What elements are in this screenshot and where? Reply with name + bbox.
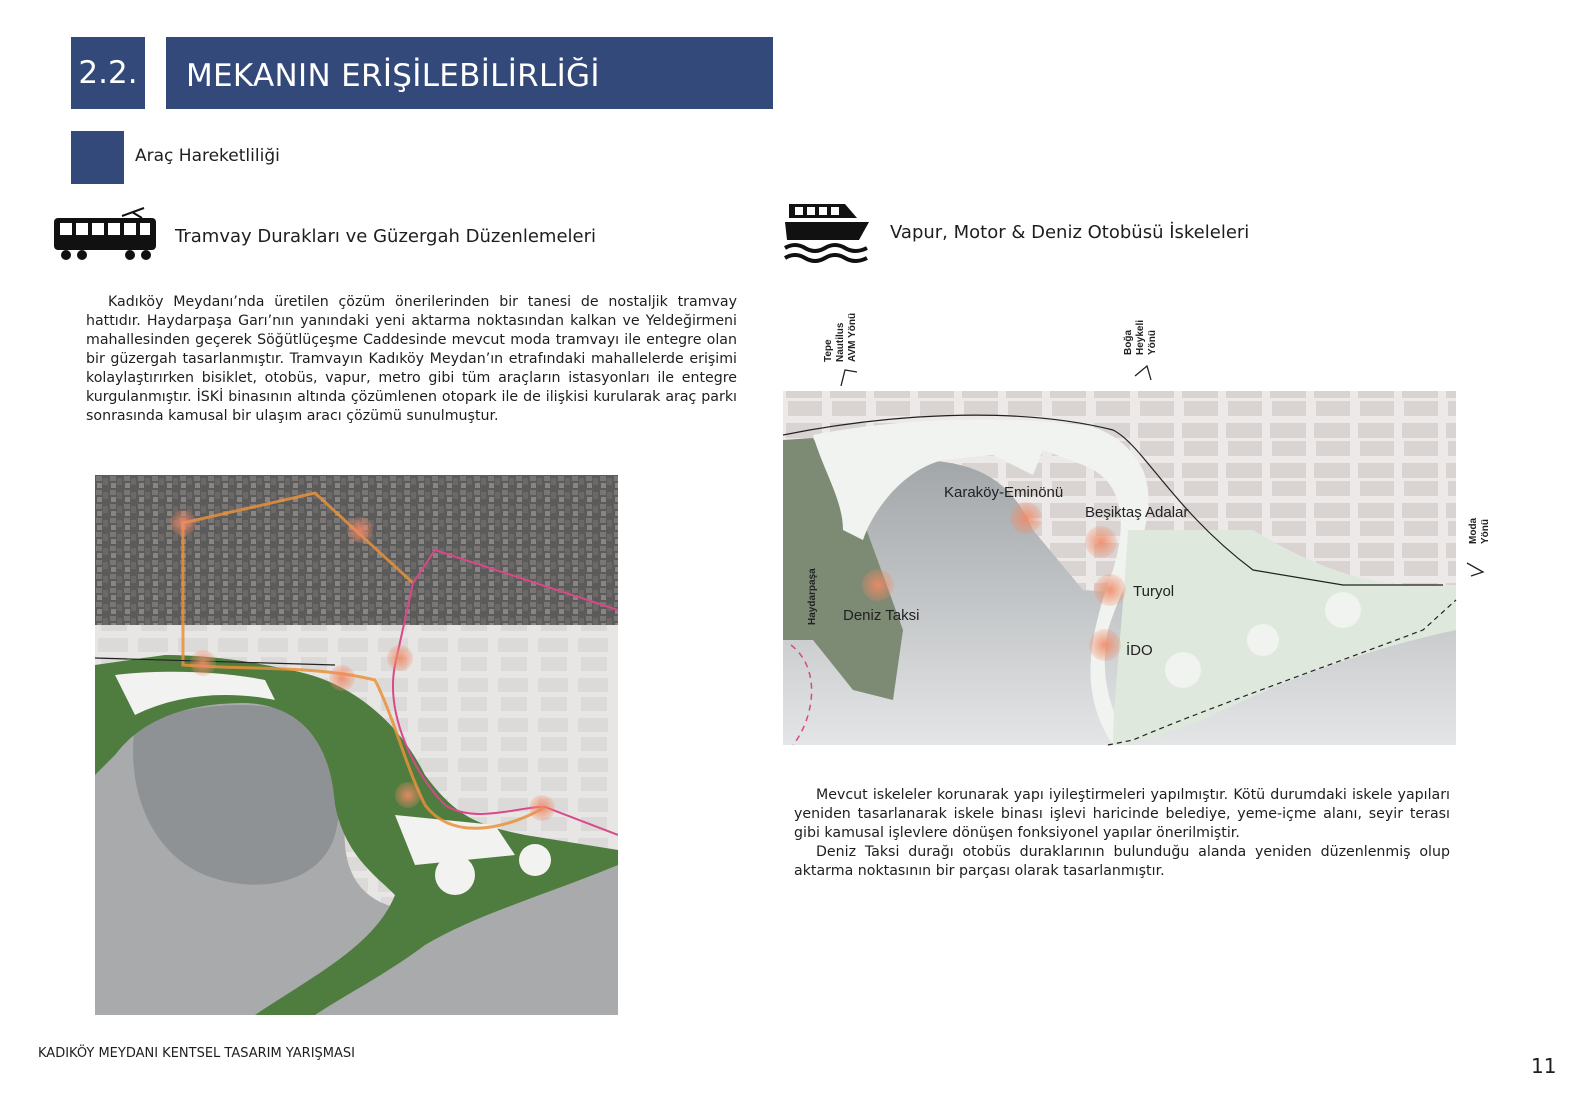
subheader-square [71, 131, 124, 184]
svg-text:AVM Yönü: AVM Yönü [847, 312, 858, 362]
ferry-piers-map [783, 300, 1503, 750]
svg-text:Yönü: Yönü [1480, 519, 1491, 544]
moda-direction-label [1468, 517, 1491, 544]
tram-icon [52, 206, 160, 266]
svg-text:Boğa: Boğa [1123, 330, 1134, 355]
pier-label-ido: İDO [1126, 642, 1153, 659]
svg-text:Yönü: Yönü [1147, 330, 1158, 355]
svg-text:Heykeli: Heykeli [1135, 319, 1146, 355]
pier-label-besiktas: Beşiktaş Adalar [1085, 504, 1189, 521]
ferry-icon [783, 200, 873, 270]
footer-title: KADIKÖY MEYDANI KENTSEL TASARIM YARIŞMASI [38, 1046, 355, 1061]
svg-text:Nautilus: Nautilus [835, 322, 846, 362]
svg-text:Tepe: Tepe [823, 339, 834, 362]
svg-text:Moda: Moda [1468, 517, 1479, 544]
tram-route-map [95, 475, 618, 1015]
tepe-direction-label [823, 313, 858, 362]
page-number: 11 [1531, 1054, 1557, 1078]
section-number: 2.2. [71, 37, 145, 109]
ferry-paragraph: Mevcut iskeleler korunarak yapı iyileştirmeleri yapılmıştır. Kötü durumdaki iskele yapıları yeniden tasarlanarak iskele binası işlevi haricinde belediye, yeme-içme alanı, seyir terası gibi kamusal işlevlere dönüşen fonksiyonel yapılar önerilmiştir. Deniz Taksi durağı otobüs duraklarının bulunduğu alanda yeniden düzenlenmiş olup aktarma noktasının bir parçası olarak tasarlanmıştır. [794, 787, 1450, 879]
pier-label-turyol: Turyol [1133, 583, 1175, 600]
tram-heading: Tramvay Durakları ve Güzergah Düzenlemeleri [175, 226, 597, 247]
subheader-label: Araç Hareketliliği [135, 146, 280, 166]
ferry-heading: Vapur, Motor & Deniz Otobüsü İskeleleri [890, 222, 1250, 243]
tram-paragraph: Kadıköy Meydanı’nda üretilen çözüm önerilerinden bir tanesi de nostaljik tramvay hattıdır. Haydarpaşa Garı’nın yanındaki yeni aktarma noktasından kalkan ve Yeldeğirmeni mahallesinden geçerek Söğütlüçeşme Caddesinde mevcut moda tramvayı ile entegre olan bir güzergah tasarlanmıştır. Tramvayın Kadıköy Meydan’ın etrafındaki mahallelerde erişimi kolaylaştırırken bisiklet, otobüs, vapur, metro gibi tüm araçların istasyonları ile entegre kurgulanmıştır. İSKİ binasının altında çözümlenen otopark ile de ilişkisi kurularak araç parkı sonrasında kamusal bir ulaşım aracı çözümü sunulmuştur. [86, 294, 737, 424]
page-title: MEKANIN ERİŞİLEBİLİRLİĞİ [166, 37, 773, 109]
pier-label-karakoy: Karaköy-Eminönü [944, 484, 1064, 501]
boga-direction-label [1123, 320, 1158, 355]
pier-label-deniz-taksi: Deniz Taksi [843, 607, 920, 624]
haydarpasa-label: Haydarpaşa [807, 568, 818, 625]
